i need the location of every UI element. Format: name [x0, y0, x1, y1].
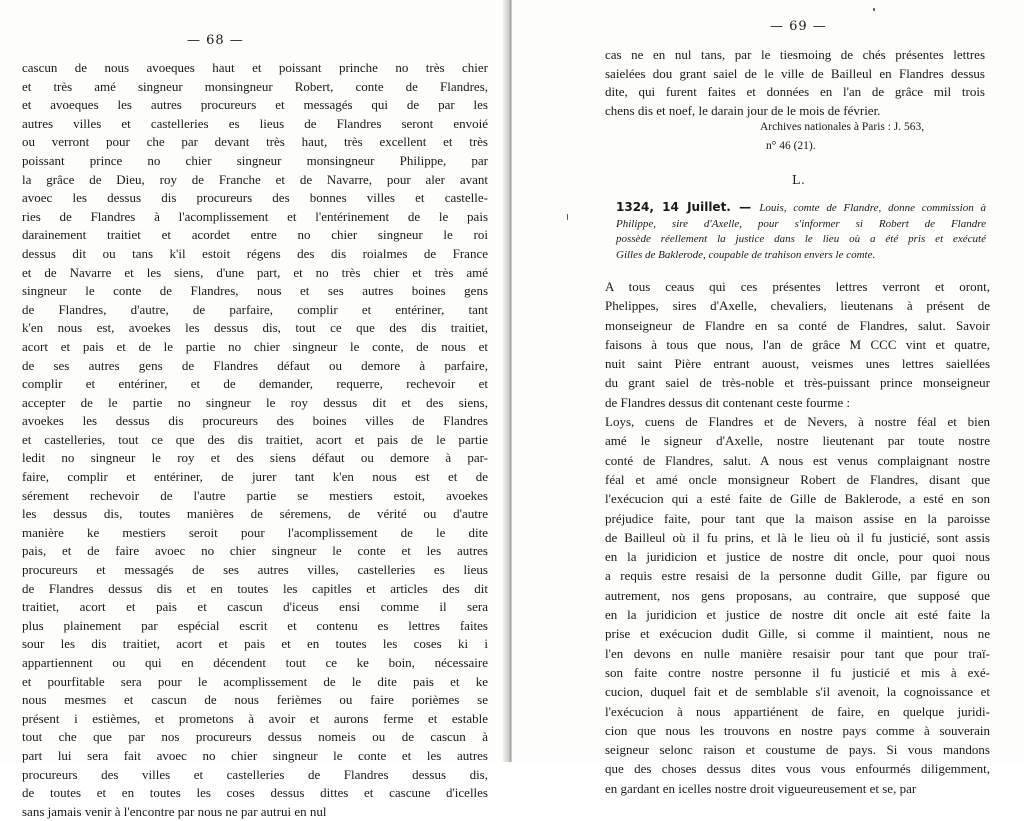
- text-line: Loys, cuens de Flandres et de Nevers, à nostre féal et bien: [605, 414, 990, 430]
- text-line: en la juridicion et justice de nostre dit oncle ait esté faite la: [605, 607, 990, 623]
- paper-speck: [567, 214, 568, 220]
- summary-text: Gilles de Baklerode, coupable de trahison envers le comte.: [616, 248, 876, 261]
- text-line: et très amé singneur monsingneur Robert, conte de Flandres,: [22, 78, 488, 94]
- text-line: en la juridicion et justice de nostre dit oncle, pour quoi nous: [605, 549, 990, 565]
- text-line: acort et pais et de le partie no chier singneur le conte, de nous et: [22, 338, 488, 354]
- section-heading: L.: [792, 173, 806, 187]
- text-line: et de Navarre et les siens, d'une part, et no très chier et très amé: [22, 264, 488, 280]
- text-line: faisons à tous que nous, l'an de grâce M CCC vint et quatre,: [605, 336, 990, 352]
- document-summary: [616, 200, 986, 263]
- text-line: cucion, duquel fait et de semblable s'il avenoit, la cognoissance et: [605, 684, 990, 700]
- text-line: son faite contre nostre personne il fu justicié et mis à exé-: [605, 664, 990, 680]
- text-line: de toutes et en toutes les coses dessus dittes et cascune d'icelles: [22, 785, 488, 801]
- summary-text: Louis, comte de Flandre, donne commission à: [759, 202, 986, 214]
- text-line: préjudice faite, pour tant que la maison assise en la paroisse: [605, 510, 990, 526]
- text-line: sans jamais venir à l'encontre par nous ne par autrui en nul: [22, 803, 327, 819]
- text-line: et pourfitable sera pour le acomplissement de le dite pais et ke: [22, 673, 488, 689]
- text-line: singneur le conte de Flandres, nous et ses autres boines gens: [22, 283, 488, 299]
- text-line: présent i estièmes, et prometons à avoir et aurons ferme et estable: [22, 710, 488, 726]
- text-line: l'en devons en nulle manière resaisir pour tant que pour traï-: [605, 645, 990, 661]
- text-line: nuit saint Pière entrant auoust, veismes unes lettres saiellées: [605, 356, 990, 372]
- text-line: prise et exécucion dudit Gille, si comme il maintient, nous ne: [605, 626, 990, 642]
- text-line: chens dis et noef, le darain jour de le mois de février.: [605, 102, 881, 118]
- text-line: de Flandres dessus dis et en toutes les capitles et articles des dit: [22, 580, 488, 596]
- right-page-continuation-text: [605, 46, 985, 120]
- archives-line-number: n° 46 (21).: [766, 140, 816, 152]
- archives-line: Archives nationales à Paris : J. 563,: [760, 121, 925, 133]
- text-line: et castelleries, tout ce que des dis traitiet, acort et pais de le partie: [22, 431, 488, 447]
- text-line: dessus dit ou tans k'il estoit régens des dis roialmes de France: [22, 245, 488, 261]
- text-line: en gardant en icelles nostre droit vigueureusement et se, par: [605, 780, 917, 796]
- text-line: A tous ceaus qui ces présentes lettres verront et oront,: [605, 279, 990, 294]
- text-line: féal et amé oncle monsigneur Robert de Flandres, disant que: [605, 471, 990, 487]
- summary-text: possède réellement la justice dans le lieu où a été pris et exécuté: [616, 233, 986, 245]
- text-line: procureurs et messagés de ses autres villes, castelleries es lieus: [22, 562, 488, 578]
- text-line: la grâce de Dieu, roy de Franche et de Navarre, pour aler avant: [22, 171, 488, 187]
- archives-reference: [760, 118, 924, 156]
- text-line: darainement traitiet et acordet entre no chier singneur le roi: [22, 227, 488, 243]
- left-page-text: [22, 59, 488, 821]
- text-line: Phelippes, sires d'Axelle, chevaliers, lieutenans à présent de: [605, 298, 990, 314]
- text-line: du grant saiel de très-noble et très-puissant prince monseigneur: [605, 375, 990, 391]
- text-line: autrement, nos gens proposans, au contraire, que supposé que: [605, 587, 990, 603]
- text-line: poissant prince no chier singneur monsingneur Philippe, par: [22, 152, 488, 168]
- text-line: nous mesmes et cascun de nous ferièmes ou faire porièmes se: [22, 692, 488, 708]
- text-line: avoec les dessus dis procureurs des bonnes villes et castelle-: [22, 190, 488, 206]
- text-line: appartiennent ou qui en décendent tout ce ke boin, nécessaire: [22, 655, 488, 670]
- text-line: de Flandres, d'autre, de parfaire, complir et entériner, tant: [22, 301, 488, 317]
- text-line: part lui sera fait avoec no chier singneur le conte et les autres: [22, 747, 488, 763]
- text-line: procureurs des villes et castelleries de Flandres dessus dis,: [22, 766, 488, 782]
- text-line: que des choses dessus dites vous vous enfourmés diligemment,: [605, 761, 990, 777]
- summary-text: Philippe, sire d'Axelle, pour s'informer si Robert de Flandre: [616, 217, 986, 230]
- text-line: k'en nous est, avoekes les dessus dis, tout ce que des dis traitiet,: [22, 320, 488, 336]
- text-line: sérement rechevoir de l'autre partie se mestiers estoit, avoekes: [22, 487, 488, 503]
- summary-line: [616, 232, 986, 248]
- left-page: [0, 0, 508, 819]
- text-line: cion que nous les trouvons en nostre pays comme à souverain: [605, 722, 990, 738]
- text-line: sour les dis traitiet, acort et pais et en toutes les coses ki i: [22, 636, 488, 652]
- left-page-number: — 68 —: [187, 33, 244, 48]
- text-line: complir et entériner, et de demander, requerre, rechevoir et: [22, 376, 488, 392]
- summary-line: [616, 200, 986, 217]
- text-line: ou verront pour che par devant très haut, très excellent et très: [22, 134, 488, 150]
- text-line: l'exécucion à nous appartiénent de faire, en quelque juridi-: [605, 703, 990, 719]
- document-date: 1324, 14 Juillet. —: [616, 200, 760, 214]
- text-line: dite, qui furent faites et données en l'an de grâce mil trois: [605, 84, 985, 100]
- text-line: seigneur selonc raison et coustume de pays. Si vous mandons: [605, 742, 990, 758]
- paper-speck: [873, 8, 875, 11]
- text-line: autres villes et castelleries es lieus de Flandres seront envoié: [22, 115, 488, 131]
- right-page-number: — 69 —: [770, 19, 827, 34]
- text-line: traitiet, acort et pais et cascun d'iceus ensi comme il sera: [22, 599, 488, 615]
- text-line: de Bailleul où il fu prins, et là le lieu où il fu justicié, sont assis: [605, 529, 990, 545]
- summary-line: [616, 248, 986, 264]
- text-line: avoekes les dessus dis procureurs des boines villes de Flandres: [22, 413, 488, 429]
- text-line: cas ne en nul tans, par le tiesmoing de chés présentes lettres: [605, 47, 985, 62]
- text-line: ries de Flandres à l'acomplissement et l'entérinement de le pais: [22, 208, 488, 224]
- text-line: accepter de le partie no singneur le roy dessus dit et des siens,: [22, 394, 488, 410]
- text-line: amé le signeur d'Axelle, nostre lieutenant par toute nostre: [605, 433, 990, 449]
- text-line: de ses autres gens de Flandres défaut ou demore à parfaire,: [22, 357, 488, 373]
- text-line: cascun de nous avoeques haut et poissant prinche no très chier: [22, 60, 488, 75]
- text-line: a requis estre resaisi de la personne dudit Gille, par figure ou: [605, 568, 990, 584]
- text-line: faire, complir et entériner, de jurer tant k'en nous est et de: [22, 469, 488, 485]
- text-line: de Flandres dessus dit contenant ceste fourme :: [605, 394, 851, 410]
- text-line: ledit no singneur le roy et des siens défaut ou demore à par-: [22, 450, 488, 466]
- text-line: plus plainement par espécial escrit et contenu es lettres faites: [22, 617, 488, 633]
- text-line: l'exécucion qui a esté faite de Gille de Baklerode, a esté en son: [605, 491, 990, 507]
- text-line: conté de Flandres, salut. A nous est venus complaignant nostre: [605, 452, 990, 468]
- summary-line: [616, 217, 986, 233]
- text-line: les dessus dis, toutes manières de séremens, de vérité ou d'autre: [22, 506, 488, 522]
- text-line: pais, et de faire avoec no chier singneur le conte et les autres: [22, 543, 488, 559]
- text-line: manière ke mestiers seroit pour l'acomplissement de le dite: [22, 524, 488, 540]
- text-line: tout che que par nos procureurs dessus nomeis ou de cascun à: [22, 729, 488, 745]
- right-page-body-text: [605, 277, 990, 798]
- text-line: monseigneur de Flandre en sa conté de Flandres, salut. Savoir: [605, 317, 990, 333]
- text-line: saielées dou grant saiel de le ville de Bailleul en Flandres dessus: [605, 65, 985, 81]
- text-line: et avoeques les autres procureurs et messagés qui de par les: [22, 97, 488, 113]
